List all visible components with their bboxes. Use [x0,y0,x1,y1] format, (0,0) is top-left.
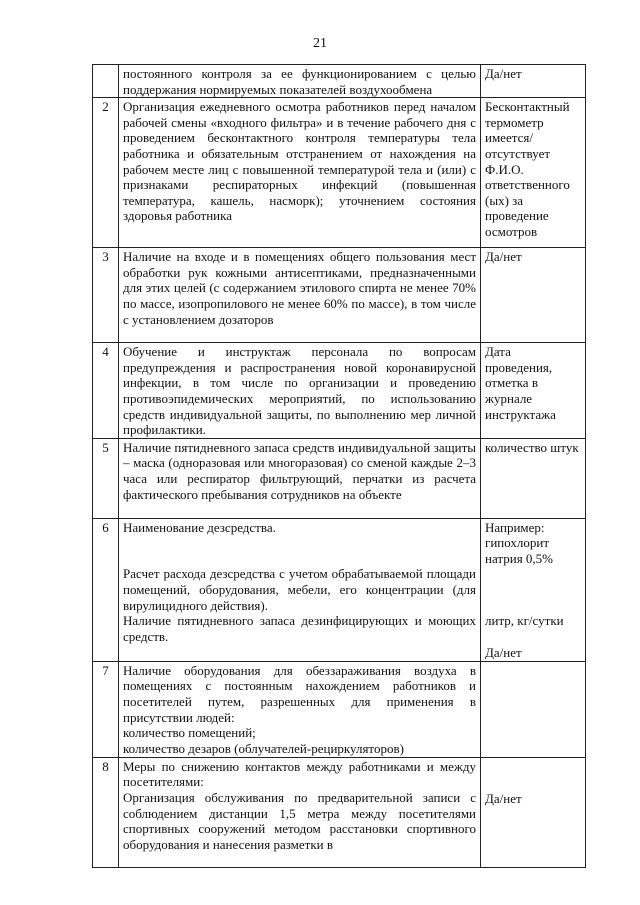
page-number: 21 [313,36,327,51]
row-value: Бесконтактный термометр имеется/ отсутствует Ф.И.О. ответственного (ых) за проведение осмотров [481,98,586,248]
table-row [93,343,586,439]
row-description: постоянного контроля за ее функционированием с целью поддержания нормируемых показателей воздухообмена [119,65,481,98]
row-number: 7 [93,661,119,757]
row-number: 4 [93,343,119,439]
table-row [93,661,586,757]
table-row [93,65,586,98]
row-description: Наличие на входе и в помещениях общего пользования мест обработки рук кожными антисептиками, предназначенными для этих целей (с содержанием этилового спирта не менее 70% по массе, изопропилового не менее 60% по массе), в том числе с установлением дозаторов [119,248,481,343]
row-value: Да/нет [481,65,586,98]
row-description: Организация ежедневного осмотра работников перед началом рабочей смены «входного фильтра» и в течение рабочего дня с проведением бесконтактного контроля температуры тела работника и обязательным отстранением от нахождения на рабочем месте лиц с повышенной температурой тела и (или) с признаками респираторных инфекций (повышенная температура, кашель, насморк); уточнением состояния здоровья работника [119,98,481,248]
row-value [481,661,586,757]
row-description: Наименование дезсредства. Расчет расхода дезсредства с учетом обрабатываемой площади помещений, оборудования, мебели, его концентрации (для вирулицидного действия). Наличие пятидневного запаса дезинфицирующих и моющих средств. [119,518,481,661]
row-number [93,65,119,98]
row-value: Да/нет [481,248,586,343]
requirements-table [92,64,586,868]
table-row [93,518,586,661]
row-number: 6 [93,518,119,661]
row-number: 5 [93,438,119,518]
table-row [93,98,586,248]
table-row [93,248,586,343]
row-description: Меры по снижению контактов между работниками и между посетителями: Организация обслуживания по предварительной записи с соблюдением дистанции 1,5 метра между посетителями спортивных сооружений методом расстановки спортивного оборудования и нанесения разметки в [119,757,481,867]
table-row [93,757,586,867]
row-description: Наличие пятидневного запаса средств индивидуальной защиты – маска (одноразовая или многоразовая) со сменой каждые 2–3 часа или респиратор фильтрующий, перчатки из расчета фактического пребывания сотрудников на объекте [119,438,481,518]
row-number: 2 [93,98,119,248]
table-row [93,438,586,518]
row-value: Да/нет [481,757,586,867]
row-number: 8 [93,757,119,867]
row-value: Например: гипохлорит натрия 0,5% литр, кг/сутки Да/нет [481,518,586,661]
row-description: Обучение и инструктаж персонала по вопросам предупреждения и распространения новой коронавирусной инфекции, в том числе по организации и проведению противоэпидемических мероприятий, по использованию средств индивидуальной защиты, по выполнению мер личной профилактики. [119,343,481,439]
row-description: Наличие оборудования для обеззараживания воздуха в помещениях с постоянным нахождением работников и посетителей путем, разрешенных для применения в присутствии людей: количество помещений; количество дезаров (облучателей-рециркуляторов) [119,661,481,757]
row-value: количество штук [481,438,586,518]
row-number: 3 [93,248,119,343]
row-value: Дата проведения, отметка в журнале инструктажа [481,343,586,439]
